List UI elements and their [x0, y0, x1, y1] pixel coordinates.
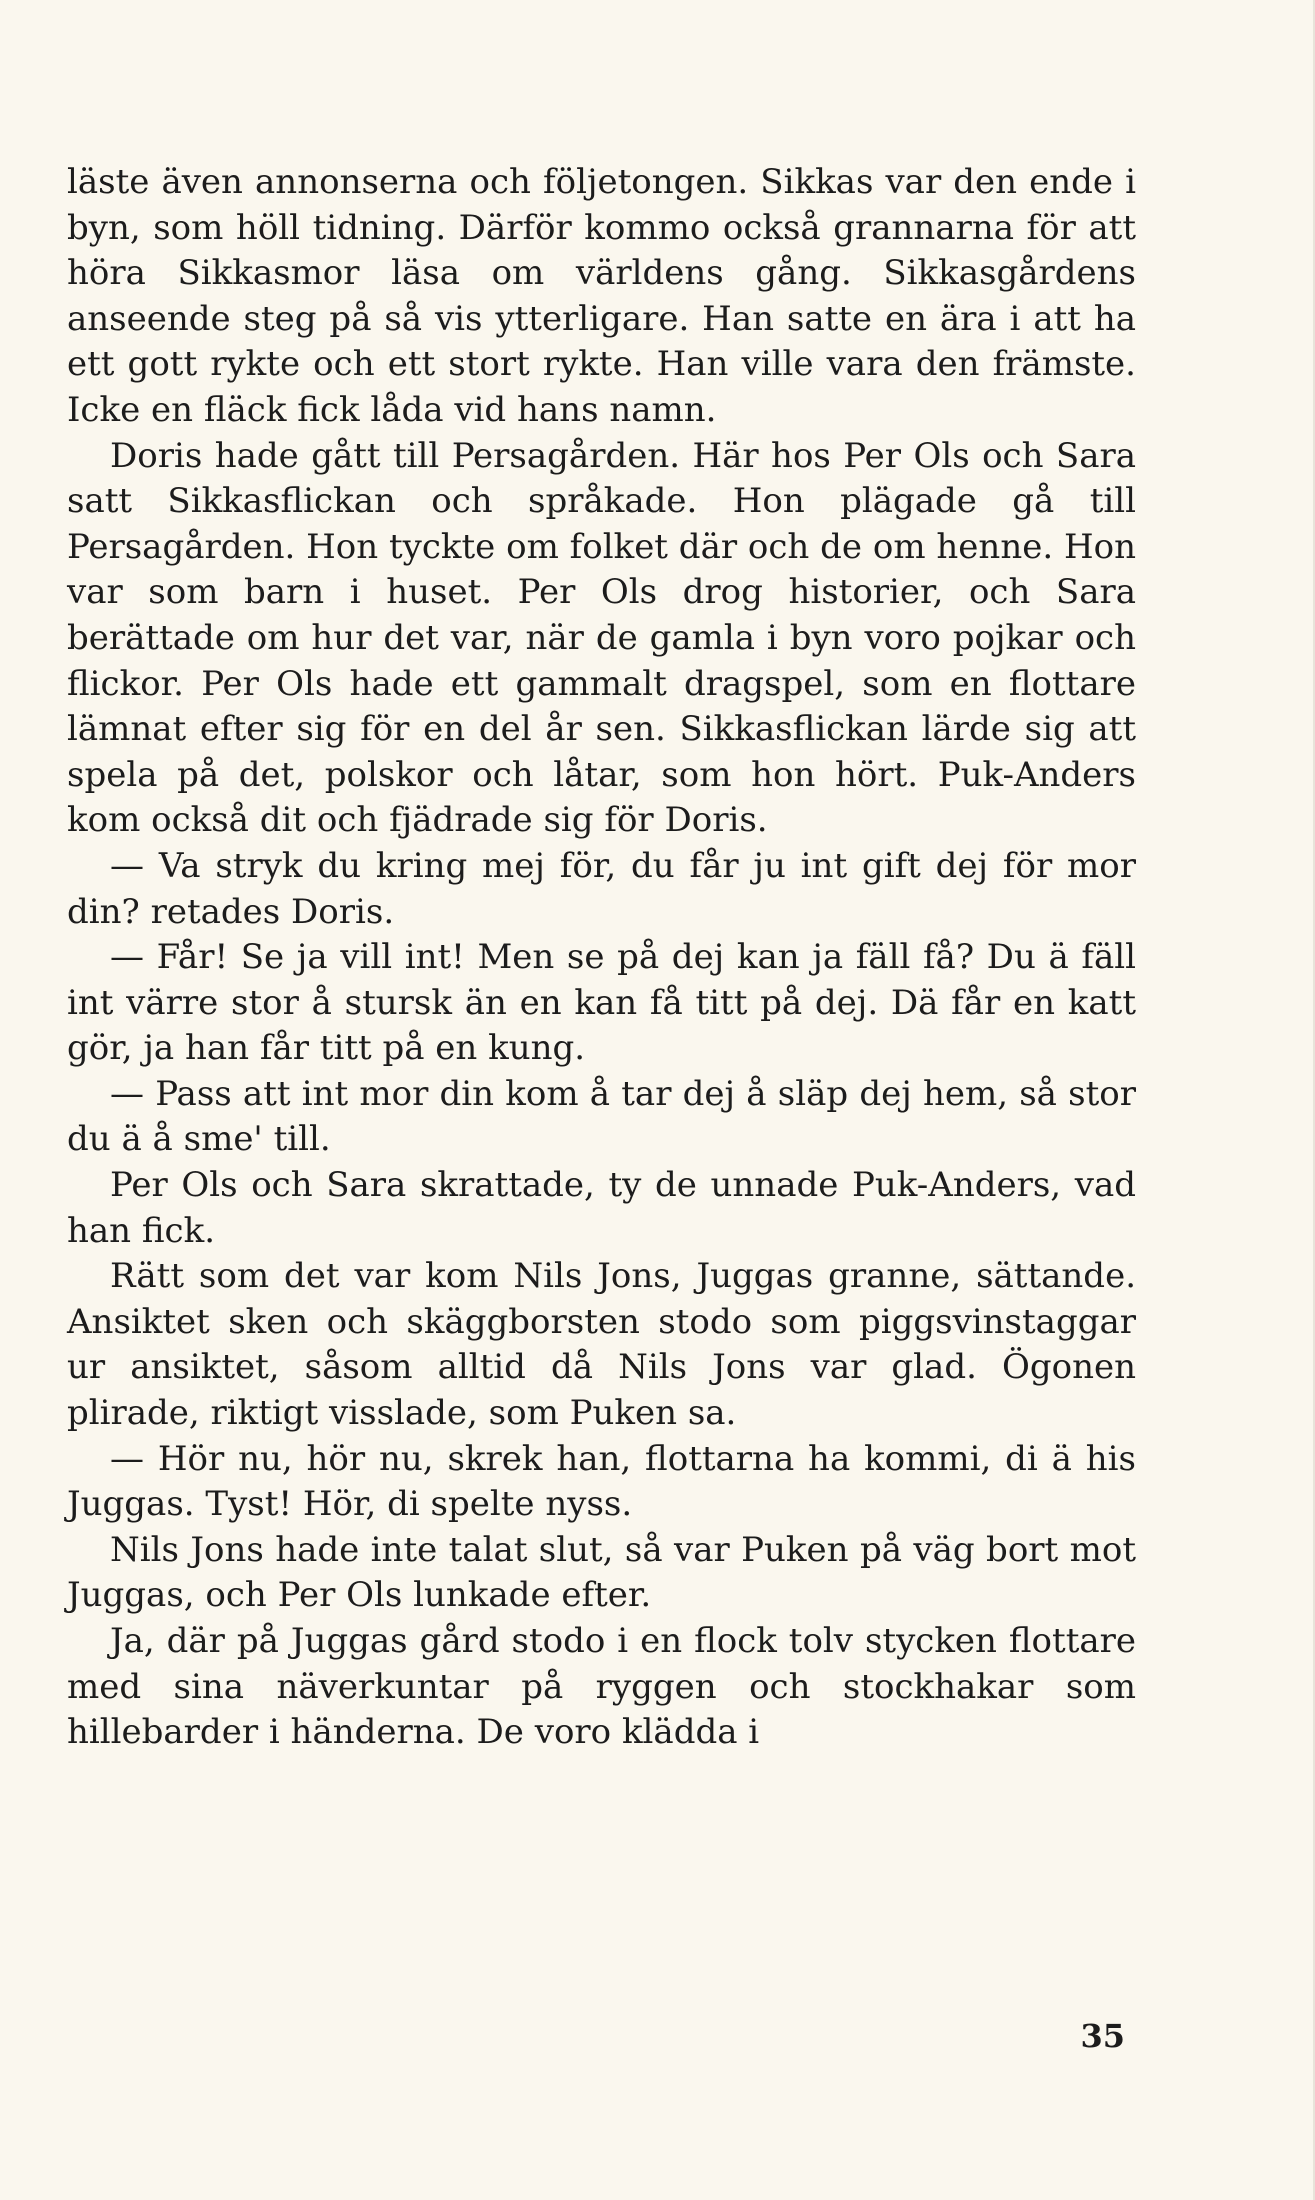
page-number: 35 — [1080, 2017, 1125, 2055]
paragraph-2: Doris hade gått till Persagården. Här hos Per Ols och Sara satt Sikkasflickan och språkade. Hon plägade gå till Persagården. Hon tyckte om folket där och de om henne. Hon var som barn i huset. Per Ols drog historier, och Sara berättade om hur det var, när de gamla i byn voro pojkar och flickor. Per Ols hade ett gammalt dragspel, som en flottare lämnat efter sig för en del år sen. Sikkasflickan lärde sig att spela på det, polskor och låtar, som hon hört. Puk-Anders kom också dit och fjädrade sig för Doris. — [67, 435, 1136, 841]
paragraph-9: Nils Jons hade inte talat slut, så var Puken på väg bort mot Juggas, och Per Ols lunkade efter. — [67, 1529, 1136, 1616]
paragraph-10: Ja, där på Juggas gård stodo i en flock tolv stycken flottare med sina näverkuntar på ryggen och stockhakar som hillebarder i händerna. De voro klädda i — [67, 1621, 1136, 1753]
paragraph-7: Rätt som det var kom Nils Jons, Juggas granne, sättande. Ansiktet sken och skäggborsten stodo som piggsvinstaggar ur ansiktet, såsom alltid då Nils Jons var glad. Ögonen plirade, riktigt visslade, som Puken sa. — [67, 1256, 1136, 1434]
paragraph-3: — Va stryk du kring mej för, du får ju int gift dej för mor din? retades Doris. — [67, 845, 1136, 932]
paragraph-8: — Hör nu, hör nu, skrek han, flottarna ha kommi, di ä his Juggas. Tyst! Hör, di spelte nyss. — [67, 1438, 1136, 1525]
paragraph-5: — Pass att int mor din kom å tar dej å släp dej hem, så stor du ä å sme' till. — [67, 1073, 1136, 1160]
paragraph-4: — Får! Se ja vill int! Men se på dej kan ja fäll få? Du ä fäll int värre stor å stursk än en kan få titt på dej. Dä får en katt gör, ja han får titt på en kung. — [67, 937, 1136, 1069]
paragraph-6: Per Ols och Sara skrattade, ty de unnade Puk-Anders, vad han fick. — [67, 1165, 1136, 1251]
body-text — [67, 160, 1136, 1756]
paragraph-1: läste även annonserna och följetongen. Sikkas var den ende i byn, som höll tidning. Därför kommo också grannarna för att höra Sikkasmor läsa om världens gång. Sikkasgårdens anseende steg på så vis ytterligare. Han satte en ära i att ha ett gott rykte och ett stort rykte. Han ville vara den främste. Icke en fläck fick låda vid hans namn. — [67, 162, 1136, 430]
